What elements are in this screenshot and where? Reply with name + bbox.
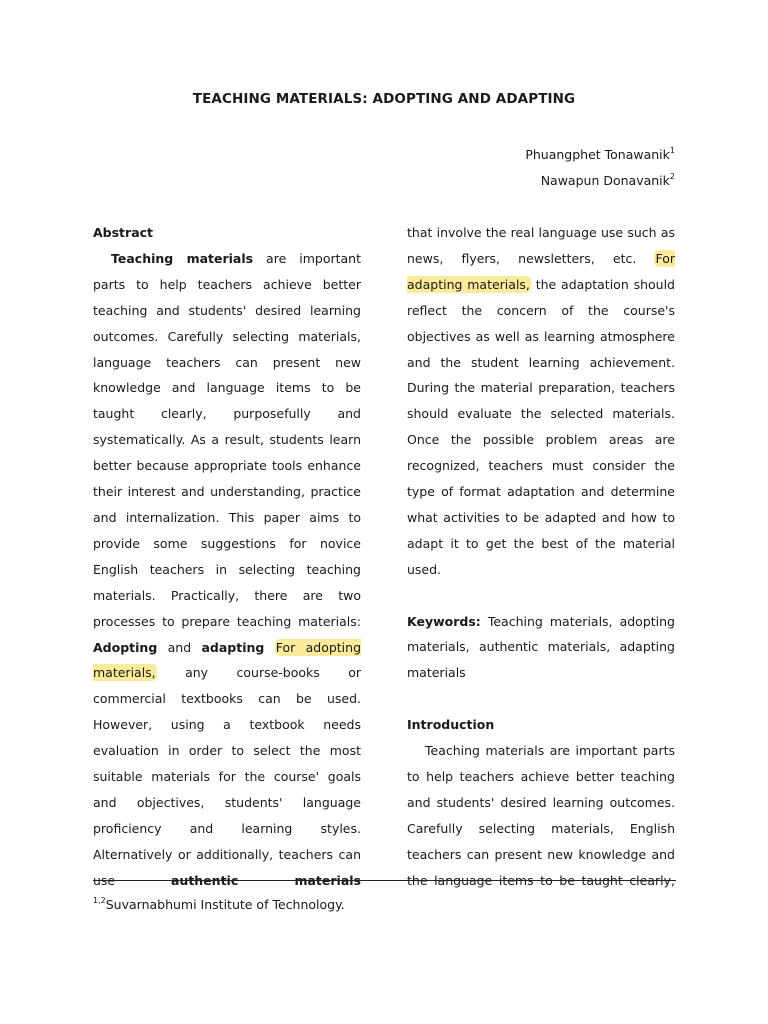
- bold-authentic-materials: authentic materials: [170, 872, 361, 888]
- introduction-heading: Introduction: [407, 717, 495, 733]
- paper-title: TEACHING MATERIALS: ADOPTING AND ADAPTING: [192, 91, 576, 107]
- highlight-adapting: For adapting materials,: [407, 250, 675, 292]
- author-name: Phuangphet Tonawanik: [525, 147, 670, 163]
- bold-adopting: Adopting: [93, 639, 158, 655]
- author-name: Nawapun Donavanik: [540, 173, 670, 189]
- author-1: [525, 147, 675, 162]
- keywords: [407, 609, 675, 687]
- keywords-label: Keywords:: [407, 613, 481, 629]
- footnote-mark: 1,2: [93, 896, 106, 905]
- keywords-text: Teaching materials, adopting materials, authentic materials, adapting materials: [407, 613, 675, 681]
- abstract-heading: Abstract: [93, 225, 154, 240]
- abstract-paragraph-part-a: [93, 246, 361, 894]
- abstract-text-2: any course-books or commercial textbooks can be used. However, using a textbook needs evaluation in order to select the most suitable materials for the course' goals and objectives, students' language proficiency and learning styles. Alternatively or additionally, teachers can use: [93, 665, 361, 888]
- bold-adapting: adapting: [201, 639, 265, 655]
- left-column: [93, 220, 361, 894]
- abstract-text-1: are important parts to help teachers achieve better teaching and students' desired learning outcomes. Carefully selecting materials, language teachers can present new knowledge and language items to be taught clearly, purposefully and systematically. As a result, students learn better because appropriate tools enhance their interest and understanding, practice and internalization. This paper aims to provide some suggestions for novice English teachers in selecting teaching materials. Practically, there are two processes to prepare teaching materials:: [93, 250, 362, 629]
- footnote-divider: [93, 880, 676, 881]
- and-word: and: [157, 639, 202, 655]
- spacer: [407, 583, 675, 609]
- abstract-text-4: the adaptation should reflect the concern of the course's objectives as well as learning atmosphere and the student learning achievement. During the material preparation, teachers should evaluate the selected materials. Once the possible problem areas are recognized, teachers must consider the type of format adaptation and determine what activities to be adapted and how to adapt it to get the best of the material used.: [407, 276, 675, 577]
- introduction-text: Teaching materials are important parts to help teachers achieve better teaching and students' desired learning outcomes. Carefully selecting materials, English teachers can present new knowledge and the language items to be taught clearly,: [407, 743, 675, 888]
- bold-teaching-materials: Teaching materials: [111, 250, 254, 266]
- right-column: [407, 220, 675, 894]
- author-affiliation-mark: 2: [669, 172, 675, 181]
- highlight-adopting: For adopting materials,: [93, 639, 362, 681]
- abstract-text-3: that involve the real language use such as news, flyers, newsletters, etc.: [407, 225, 675, 266]
- author-2: [541, 173, 675, 188]
- footnote: [93, 897, 345, 912]
- spacer: [407, 686, 675, 712]
- footnote-text: Suvarnabhumi Institute of Technology.: [105, 897, 345, 913]
- abstract-paragraph-part-b: [407, 220, 675, 583]
- author-affiliation-mark: 1: [669, 146, 675, 155]
